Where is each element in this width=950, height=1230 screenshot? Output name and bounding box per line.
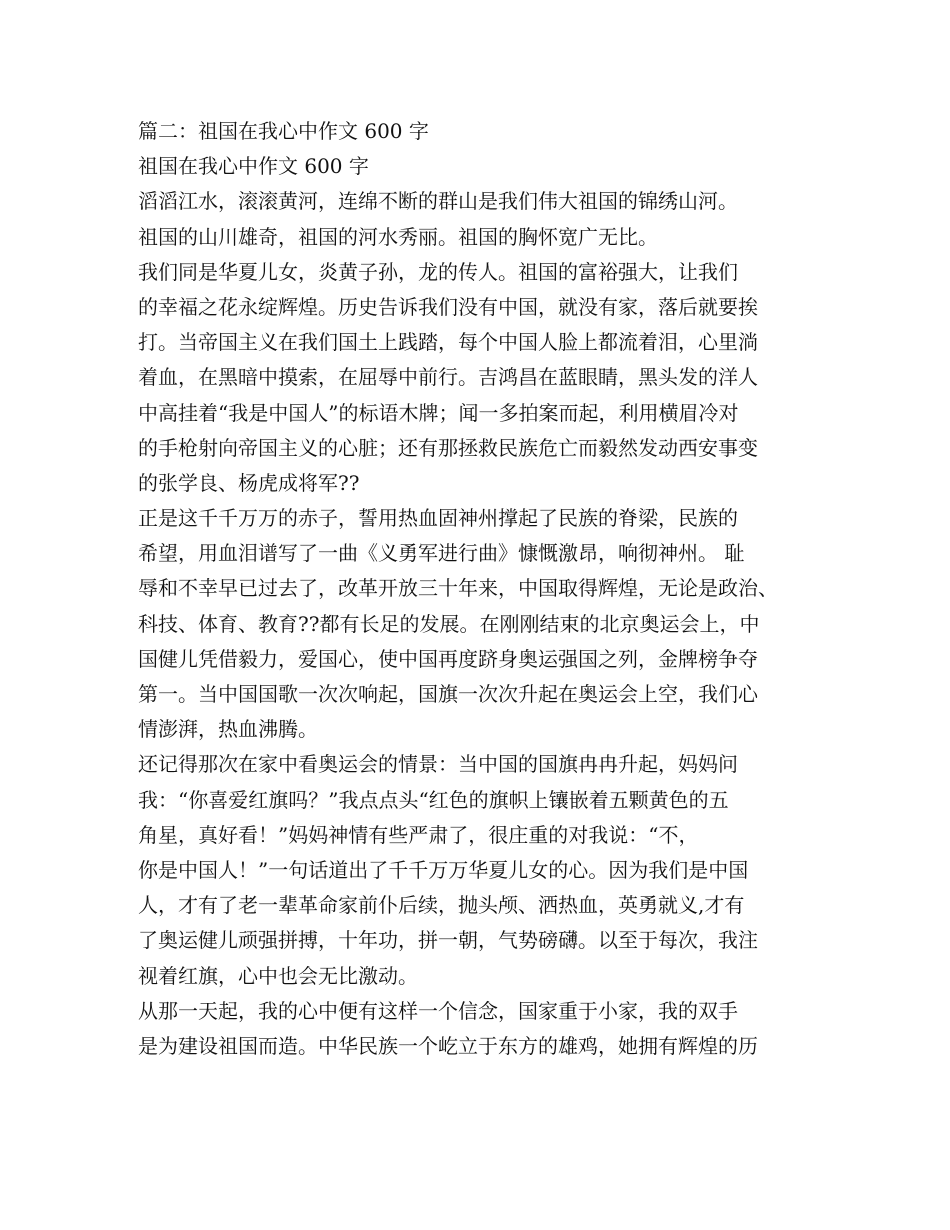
- text-line: 视着红旗，心中也会无比激动。: [138, 963, 418, 988]
- text-line: 还记得那次在家中看奥运会的情景：当中国的国旗冉冉升起，妈妈问: [138, 752, 738, 777]
- text-line: 我：“你喜爱红旗吗？”我点点头“红色的旗帜上镶嵌着五颗黄色的五: [138, 787, 729, 812]
- text-line: 科技、体育、教育??都有长足的发展。在刚刚结束的北京奥运会上，中: [138, 611, 760, 636]
- text-line: 情澎湃，热血沸腾。: [138, 717, 318, 742]
- text-line: 角星，真好看！”妈妈神情有些严肃了，很庄重的对我说：“不，: [138, 822, 699, 847]
- essay-text: [138, 114, 838, 1064]
- text-line: 中高挂着“我是中国人”的标语木牌；闻一多拍案而起，利用横眉冷对: [138, 400, 739, 425]
- text-line: 祖国的山川雄奇，祖国的河水秀丽。祖国的胸怀宽广无比。: [138, 224, 658, 249]
- text-line: 的幸福之花永绽辉煌。历史告诉我们没有中国，就没有家，落后就要挨: [138, 294, 758, 319]
- text-line: 滔滔江水，滚滚黄河，连绵不断的群山是我们伟大祖国的锦绣山河。: [138, 189, 738, 214]
- essay-subtitle: 祖国在我心中作文 600 字: [138, 154, 369, 179]
- text-line: 打。当帝国主义在我们国土上践踏，每个中国人脸上都流着泪，心里淌: [138, 330, 758, 355]
- text-line: 是为建设祖国而造。中华民族一个屹立于东方的雄鸡，她拥有辉煌的历: [138, 1033, 758, 1058]
- text-line: 辱和不幸早已过去了，改革开放三十年来，中国取得辉煌，无论是政治、: [138, 576, 778, 601]
- text-line: 了奥运健儿顽强拼搏，十年功，拼一朝，气势磅礴。以至于每次，我注: [138, 928, 758, 953]
- text-line: 人，才有了老一辈革命家前仆后续，抛头颅、洒热血，英勇就义,才有: [138, 893, 745, 918]
- text-line: 你是中国人！”一句话道出了千千万万华夏儿女的心。因为我们是中国: [138, 857, 749, 882]
- text-line: 希望，用血泪谱写了一曲《义勇军进行曲》慷慨激昂，响彻神州。 耻: [138, 541, 745, 566]
- text-line: 的张学良、杨虎成将军??: [138, 470, 360, 495]
- text-line: 着血，在黑暗中摸索，在屈辱中前行。吉鸿昌在蓝眼睛，黑头发的洋人: [138, 365, 758, 390]
- text-line: 从那一天起，我的心中便有这样一个信念，国家重于小家，我的双手: [138, 998, 738, 1023]
- text-line: 国健儿凭借毅力，爱国心，使中国再度跻身奥运强国之列，金牌榜争夺: [138, 646, 758, 671]
- text-line: 的手枪射向帝国主义的心脏；还有那拯救民族危亡而毅然发动西安事变: [138, 435, 758, 460]
- essay-title: 篇二：祖国在我心中作文 600 字: [138, 119, 429, 143]
- text-line: 正是这千千万万的赤子，誓用热血固神州撑起了民族的脊梁，民族的: [138, 506, 738, 531]
- text-line: 我们同是华夏儿女，炎黄子孙，龙的传人。祖国的富裕强大，让我们: [138, 259, 738, 284]
- text-line: 第一。当中国国歌一次次响起，国旗一次次升起在奥运会上空，我们心: [138, 682, 758, 706]
